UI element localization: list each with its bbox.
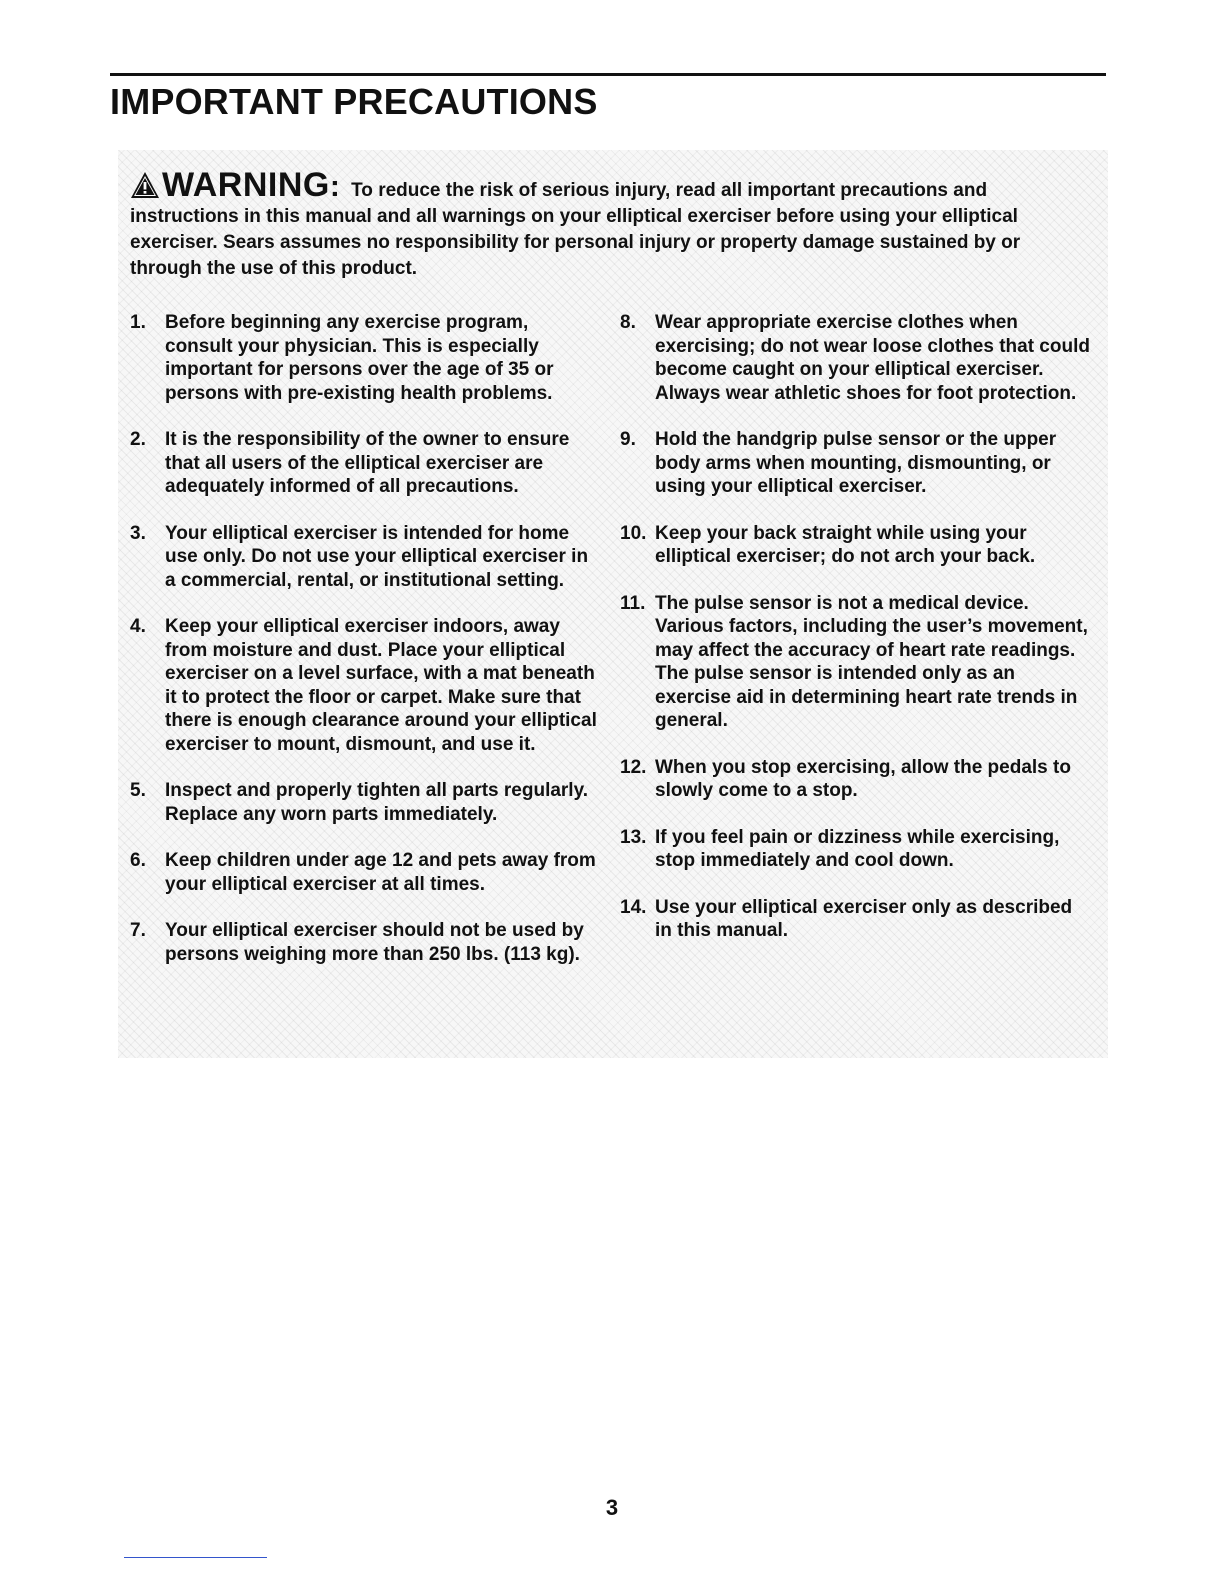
precaution-text: Wear appropriate exercise clothes when exercising; do not wear loose clothes that could become caught on your elliptical exerciser. Always wear athletic shoes for foot protection. bbox=[655, 312, 1090, 404]
precaution-item bbox=[130, 428, 600, 499]
precaution-number: 8. bbox=[620, 312, 636, 333]
precaution-text: Your elliptical exerciser should not be used by persons weighing more than 250 lbs. (113 kg). bbox=[165, 920, 584, 965]
precaution-text: The pulse sensor is not a medical device. Various factors, including the user’s movement, may affect the accuracy of heart rate readings. The pulse sensor is intended only as an exercise aid in determining heart rate trends in general. bbox=[655, 592, 1088, 731]
precaution-item bbox=[130, 311, 600, 405]
precaution-item bbox=[130, 779, 600, 826]
precautions-left-column bbox=[130, 311, 600, 989]
precaution-text: Keep children under age 12 and pets away from your elliptical exerciser at all times. bbox=[165, 850, 596, 895]
precaution-text: Keep your elliptical exerciser indoors, away from moisture and dust. Place your elliptical exerciser on a level surface, with a mat beneath it to protect the floor or carpet. Make sure that there is enough clearance around your elliptical exerciser to mount, dismount, and use it. bbox=[165, 616, 597, 755]
precaution-item bbox=[620, 522, 1090, 569]
precaution-item bbox=[130, 615, 600, 756]
warning-text: To reduce the risk of serious injury, read all important precautions and instructions in this manual and all warnings on your elliptical exerciser before using your elliptical exerciser. Sears assumes no responsibility for personal injury or property damage sustained by or through the use of this product. bbox=[130, 180, 1021, 279]
precaution-number: 2. bbox=[130, 429, 146, 450]
precaution-text: When you stop exercising, allow the pedals to slowly come to a stop. bbox=[655, 756, 1071, 801]
precaution-number: 14. bbox=[620, 896, 647, 918]
precaution-item bbox=[620, 756, 1090, 803]
footer-underline bbox=[124, 1557, 267, 1558]
precaution-item bbox=[130, 849, 600, 896]
warning-block bbox=[130, 168, 1080, 282]
warning-colon: : bbox=[329, 170, 340, 203]
precaution-item bbox=[620, 428, 1090, 499]
precaution-number: 13. bbox=[620, 826, 647, 848]
precaution-number: 4. bbox=[130, 616, 146, 637]
warning-triangle-icon bbox=[130, 171, 160, 199]
precaution-text: Hold the handgrip pulse sensor or the upper body arms when mounting, dismounting, or using your elliptical exerciser. bbox=[655, 429, 1057, 497]
precaution-number: 12. bbox=[620, 756, 647, 778]
precaution-text: If you feel pain or dizziness while exercising, stop immediately and cool down. bbox=[655, 826, 1060, 871]
precaution-number: 3. bbox=[130, 522, 146, 544]
precaution-text: It is the responsibility of the owner to ensure that all users of the elliptical exerciser are adequately informed of all precautions. bbox=[165, 429, 570, 497]
precaution-item bbox=[620, 592, 1090, 733]
precaution-number: 6. bbox=[130, 850, 146, 871]
precaution-item bbox=[620, 826, 1090, 873]
page-title: IMPORTANT PRECAUTIONS bbox=[110, 81, 598, 122]
precaution-text: Before beginning any exercise program, consult your physician. This is especially important for persons over the age of 35 or persons with pre-existing health problems. bbox=[165, 312, 554, 404]
precautions-right-column bbox=[620, 311, 1090, 966]
precaution-item bbox=[130, 522, 600, 593]
precaution-text: Use your elliptical exerciser only as described in this manual. bbox=[655, 896, 1073, 941]
precaution-item bbox=[620, 896, 1090, 943]
precaution-number: 5. bbox=[130, 780, 146, 801]
warning-heading bbox=[130, 166, 351, 204]
precaution-item bbox=[620, 311, 1090, 405]
precaution-text: Your elliptical exerciser is intended for home use only. Do not use your elliptical exerciser in a commercial, rental, or institutional setting. bbox=[165, 522, 589, 591]
precaution-number: 11. bbox=[620, 592, 646, 614]
precaution-item bbox=[130, 919, 600, 966]
precaution-number: 7. bbox=[130, 920, 146, 941]
precaution-number: 1. bbox=[130, 312, 146, 333]
warning-label: WARNING bbox=[162, 166, 330, 204]
precaution-number: 10. bbox=[620, 522, 647, 544]
top-rule bbox=[110, 73, 1106, 76]
precaution-number: 9. bbox=[620, 429, 636, 450]
precaution-text: Keep your back straight while using your elliptical exerciser; do not arch your back. bbox=[655, 522, 1036, 567]
precaution-text: Inspect and properly tighten all parts regularly. Replace any worn parts immediately. bbox=[165, 780, 589, 825]
page-number: 3 bbox=[605, 1495, 619, 1520]
